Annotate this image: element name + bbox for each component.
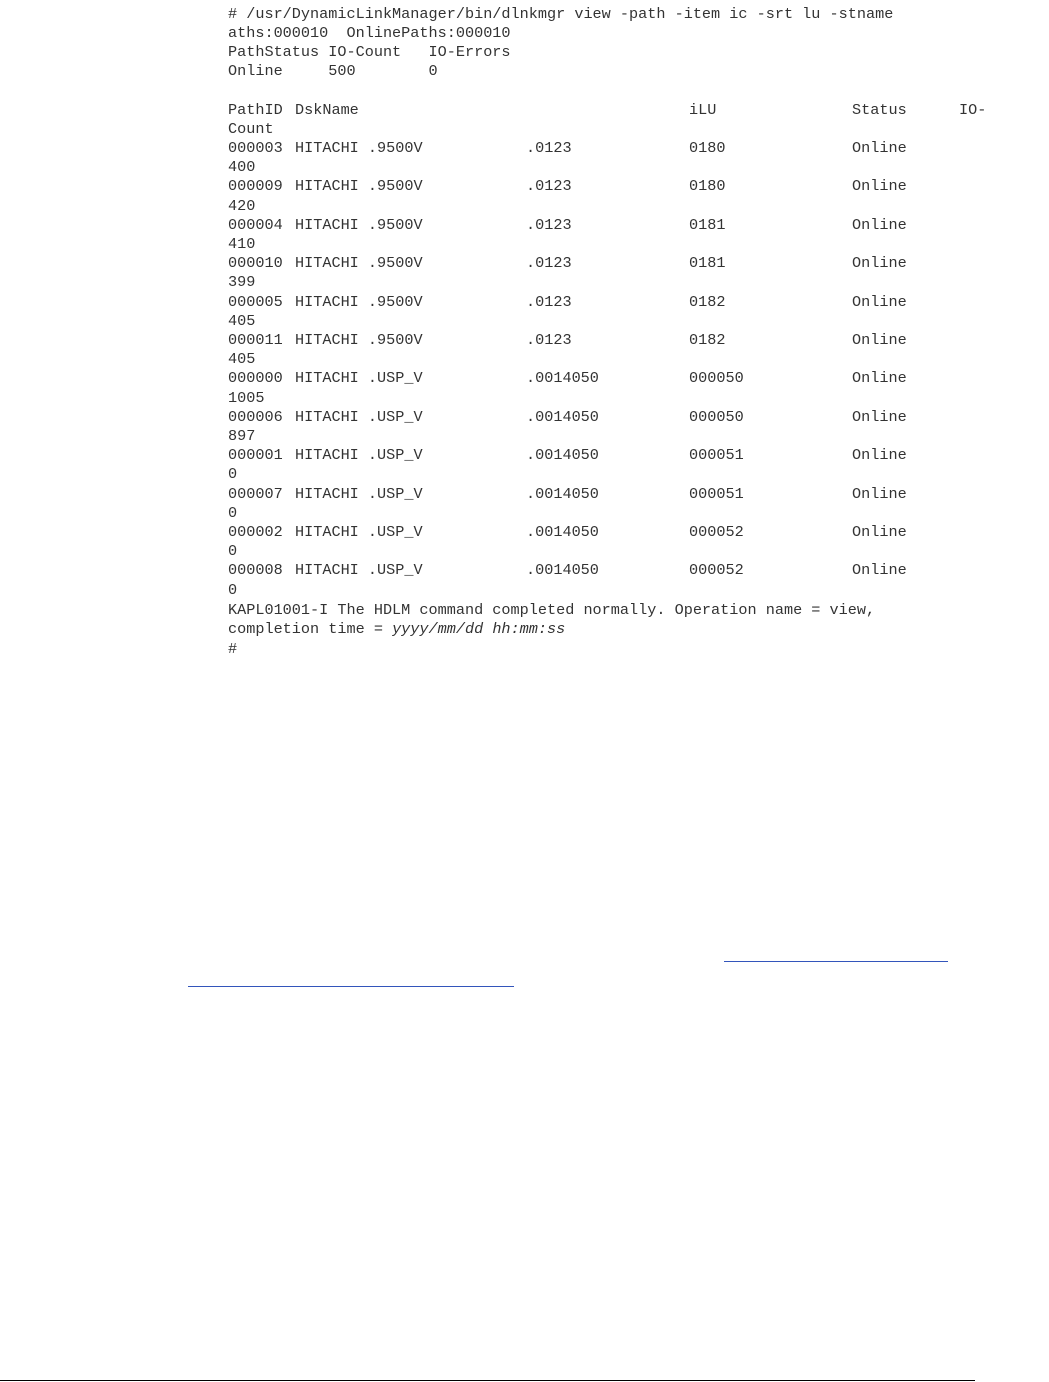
dsk-name-cell: HITACHI .USP_V bbox=[295, 407, 423, 426]
io-count-cell: 405 bbox=[228, 311, 256, 330]
ilu-cell: 000051 bbox=[689, 446, 744, 465]
status-cell: Online bbox=[852, 369, 907, 388]
lu-cell: .0123 bbox=[526, 292, 572, 311]
col-status: Status bbox=[852, 101, 907, 119]
lu-cell: .0014050 bbox=[526, 369, 599, 388]
dsk-name-cell: HITACHI .9500V bbox=[295, 177, 423, 196]
paths-summary: aths:000010 OnlinePaths:000010 bbox=[228, 24, 511, 42]
dsk-name-cell: HITACHI .USP_V bbox=[295, 523, 423, 541]
path-id-cell: 000005 bbox=[228, 292, 283, 311]
path-id-cell: 000010 bbox=[228, 254, 283, 273]
ilu-cell: 000050 bbox=[689, 407, 744, 426]
status-cell: Online bbox=[852, 215, 907, 234]
table-row bbox=[228, 139, 1008, 158]
shell-prompt: # bbox=[228, 640, 238, 658]
path-id-cell: 000007 bbox=[228, 484, 283, 503]
ilu-cell: 000052 bbox=[689, 523, 744, 541]
io-count-cell: 1005 bbox=[228, 388, 265, 407]
lu-cell: .0014050 bbox=[526, 407, 599, 426]
table-row bbox=[228, 408, 1008, 427]
lu-cell: .0123 bbox=[526, 215, 572, 234]
lu-cell: .0014050 bbox=[526, 484, 599, 503]
ilu-cell: 0181 bbox=[689, 215, 726, 234]
link-underline-continued[interactable] bbox=[188, 986, 514, 987]
table-row bbox=[228, 216, 1008, 235]
io-count-cell: 405 bbox=[228, 350, 256, 369]
status-cell: Online bbox=[852, 561, 907, 580]
status-cell: Online bbox=[852, 523, 907, 541]
path-id-cell: 000011 bbox=[228, 331, 283, 349]
status-cell: Online bbox=[852, 177, 907, 196]
table-header bbox=[228, 101, 1008, 120]
status-cell: Online bbox=[852, 484, 907, 503]
table-row bbox=[228, 369, 1008, 388]
io-count-cell: 400 bbox=[228, 158, 256, 177]
ilu-cell: 0180 bbox=[689, 139, 726, 157]
path-id-cell: 000000 bbox=[228, 369, 283, 388]
page-footer-rule bbox=[0, 1380, 975, 1381]
path-id-cell: 000002 bbox=[228, 523, 283, 541]
dsk-name-cell: HITACHI .9500V bbox=[295, 292, 423, 311]
status-header: PathStatus IO-Count IO-Errors bbox=[228, 43, 511, 61]
io-count-cell: 399 bbox=[228, 273, 256, 292]
status-cell: Online bbox=[852, 292, 907, 311]
io-count-cell: 0 bbox=[228, 465, 238, 484]
dsk-name-cell: HITACHI .USP_V bbox=[295, 446, 423, 465]
lu-cell: .0014050 bbox=[526, 523, 599, 541]
col-dsk-name: DskName bbox=[295, 101, 359, 119]
status-cell: Online bbox=[852, 407, 907, 426]
io-count-cell: 0 bbox=[228, 503, 238, 522]
ilu-cell: 0180 bbox=[689, 177, 726, 196]
dsk-name-cell: HITACHI .USP_V bbox=[295, 369, 423, 388]
ilu-cell: 000051 bbox=[689, 484, 744, 503]
completion-time-label: completion time = bbox=[228, 620, 393, 638]
io-count-cell: 410 bbox=[228, 235, 256, 253]
table-row bbox=[228, 523, 1008, 542]
ilu-cell: 000050 bbox=[689, 369, 744, 388]
ilu-cell: 0182 bbox=[689, 292, 726, 311]
lu-cell: .0123 bbox=[526, 177, 572, 196]
io-count-cell: 897 bbox=[228, 427, 256, 445]
path-id-cell: 000004 bbox=[228, 215, 283, 234]
io-count-cell: 0 bbox=[228, 542, 238, 561]
link-underline[interactable] bbox=[724, 961, 948, 962]
table-row bbox=[228, 561, 1008, 580]
command-line: # /usr/DynamicLinkManager/bin/dlnkmgr view -path -item ic -srt lu -stname bbox=[228, 5, 894, 23]
table-row bbox=[228, 331, 1008, 350]
lu-cell: .0014050 bbox=[526, 446, 599, 465]
ilu-cell: 0182 bbox=[689, 331, 726, 349]
table-row bbox=[228, 446, 1008, 465]
col-path-id: PathID bbox=[228, 101, 283, 119]
path-id-cell: 000008 bbox=[228, 561, 283, 580]
dsk-name-cell: HITACHI .9500V bbox=[295, 331, 423, 349]
io-count-cell: 0 bbox=[228, 580, 238, 599]
table-row bbox=[228, 293, 1008, 312]
dsk-name-cell: HITACHI .9500V bbox=[295, 139, 423, 157]
path-id-cell: 000001 bbox=[228, 446, 283, 465]
path-id-cell: 000006 bbox=[228, 407, 283, 426]
completion-time-line bbox=[228, 620, 565, 639]
col-ilu: iLU bbox=[689, 101, 717, 119]
dsk-name-cell: HITACHI .USP_V bbox=[295, 484, 423, 503]
completion-message: KAPL01001-I The HDLM command completed normally. Operation name = view, bbox=[228, 601, 876, 619]
dsk-name-cell: HITACHI .9500V bbox=[295, 215, 423, 234]
dsk-name-cell: HITACHI .9500V bbox=[295, 254, 423, 273]
path-id-cell: 000003 bbox=[228, 139, 283, 157]
table-row bbox=[228, 254, 1008, 273]
status-values: Online 500 0 bbox=[228, 62, 438, 80]
lu-cell: .0123 bbox=[526, 139, 572, 157]
status-cell: Online bbox=[852, 446, 907, 465]
status-cell: Online bbox=[852, 139, 907, 157]
io-count-cell: 420 bbox=[228, 196, 256, 215]
col-io-count: IO- bbox=[959, 101, 987, 119]
lu-cell: .0123 bbox=[526, 254, 572, 273]
ilu-cell: 000052 bbox=[689, 561, 744, 580]
ilu-cell: 0181 bbox=[689, 254, 726, 273]
status-cell: Online bbox=[852, 331, 907, 349]
path-id-cell: 000009 bbox=[228, 177, 283, 196]
completion-time-value: yyyy/mm/dd hh:mm:ss bbox=[392, 620, 566, 638]
dsk-name-cell: HITACHI .USP_V bbox=[295, 561, 423, 580]
col-io-count-wrap: Count bbox=[228, 120, 274, 138]
lu-cell: .0123 bbox=[526, 331, 572, 349]
table-row bbox=[228, 485, 1008, 504]
status-cell: Online bbox=[852, 254, 907, 273]
table-row bbox=[228, 177, 1008, 196]
lu-cell: .0014050 bbox=[526, 561, 599, 580]
